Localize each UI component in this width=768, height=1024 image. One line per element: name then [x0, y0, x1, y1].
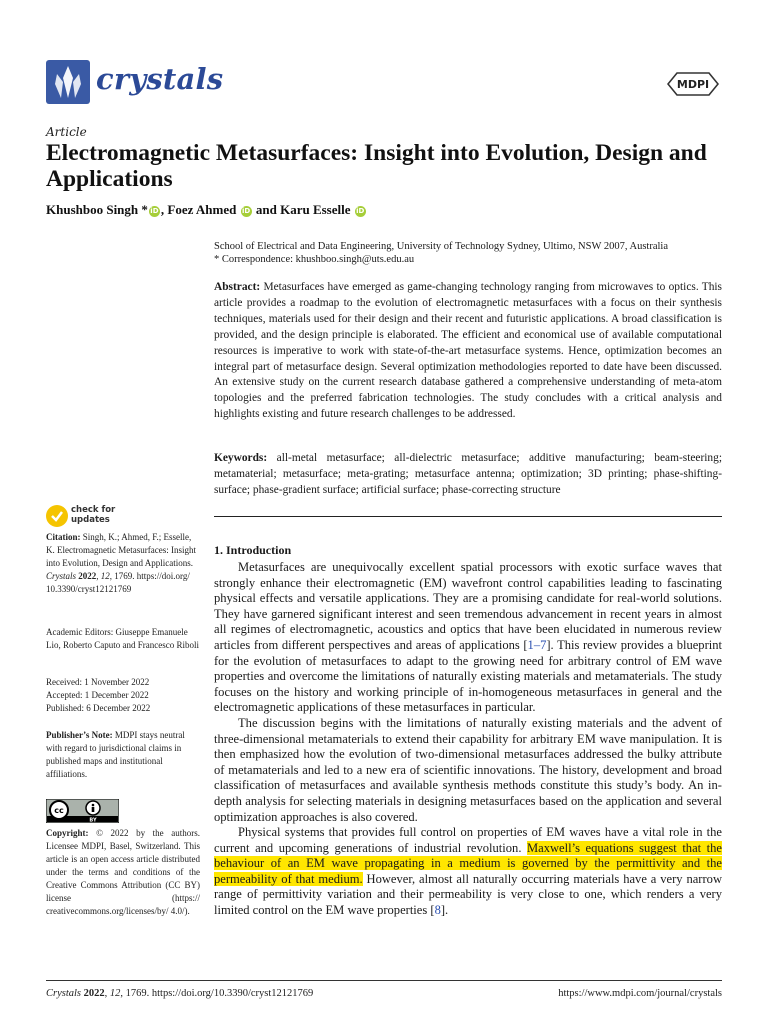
- orcid-icon[interactable]: iD: [242, 207, 251, 215]
- author-3[interactable]: and Karu Esselle: [252, 202, 351, 217]
- dates: Received: 1 November 2022 Accepted: 1 December 2022 Published: 6 December 2022: [46, 677, 151, 713]
- svg-text:cc: cc: [54, 806, 64, 815]
- orcid-icon[interactable]: iD: [150, 207, 159, 215]
- publisher-note: Publisher’s Note: MDPI stays neutral with regard to jurisdictional claims in published maps and institutional affiliations.: [46, 730, 185, 779]
- footer-citation: Crystals 2022, 12, 1769. https://doi.org/10.3390/cryst12121769: [46, 988, 314, 999]
- footer-journal-url[interactable]: https://www.mdpi.com/journal/crystals: [558, 988, 722, 999]
- citation: Citation: Singh, K.; Ahmed, F.; Esselle, K. Electromagnetic Metasurfaces: Insight into Evolution, Design and Applications. Crystals 2022, 12, 1769. https://doi.org/ 10.3390/cryst12121769: [46, 532, 196, 594]
- body-text: [214, 560, 722, 919]
- affiliation: [214, 240, 722, 266]
- paragraph: Physical systems that provides full control on properties of EM waves have a vital role in the current and upcoming generations of industrial revolution. Maxwell’s equations suggest that the behaviour of an EM wave propagating in a medium is governed by the permittivity and the permeability of that medium. However, almost all naturally occurring materials have a very narrow range of permittivity variation and their permeability is very close to one, which renders a very limited control on the EM wave properties [8].: [214, 825, 723, 918]
- journal-name: crystals: [96, 62, 224, 96]
- abstract-label: Abstract:: [214, 281, 261, 293]
- divider: [214, 516, 722, 517]
- check-for-updates-label[interactable]: check for updates: [71, 505, 116, 525]
- cc-by-license-icon[interactable]: [46, 799, 119, 823]
- copyright: Copyright: © 2022 by the authors. Licensee MDPI, Basel, Switzerland. This article is an open access article distributed under the terms and conditions of the Creative Commons Attribution (CC BY) license (https:// creativecommons.org/licenses/by/ 4.0/).: [46, 828, 200, 916]
- publisher-name: MDPI: [676, 78, 710, 91]
- affiliation-line: School of Electrical and Data Engineering, University of Technology Sydney, Ultimo, NSW 2007, Australia: [214, 241, 668, 252]
- paragraph: Metasurfaces are unequivocally excellent spatial processors with exotic surface waves that strongly enhance their electromagnetic (EM) wavefront control capabilities leading to fascinating physical effects and versatile applications. They are a promising candidate for real-world solutions. They have garnered significant interest and seen tremendous advancement in recent years in almost all regimes of electromagnetic, acoustics and optics that have been elucidated in numerous review articles from different perspectives and areas of applications [1–7]. This review provides a blueprint for the evolution of metasurfaces to adapt to the growing need for arbitrary control of EM wave properties and overcome the limitations of naturally existing materials and metamaterials. The study focuses on the history and working principle of in-homogeneous metasurfaces in general and the electromagnetic applications of these metasurfaces in particular.: [214, 560, 722, 715]
- author-2[interactable]: , Foez Ahmed: [160, 202, 237, 217]
- svg-text:BY: BY: [89, 817, 97, 823]
- abstract-text: Metasurfaces have emerged as game-changing technology ranging from microwaves to optics. This article provides a roadmap to the evolution of electromagnetic metasurfaces with a focus on their synthesis techniques, materials used for their design and their recent and futuristic applications. A broad classification is provided, and the design principle is elaborated. The efficient and economical use of available computational resources is imperative to work with state-of-the-art metasurface systems. Hence, optimization becomes an integral part of metasurface design. Several optimization methodologies reported to date have been discussed. An extensive study on the current research database gathered a comprehensive understanding of meta-atom topologies and the preferred fabrication technologies. The study concludes with a critical analysis and highlights existing and future research challenges to be addressed.: [214, 281, 722, 421]
- orcid-icon[interactable]: iD: [356, 207, 365, 215]
- journal-logo: [46, 60, 90, 104]
- article-type: Article: [46, 125, 87, 139]
- check-for-updates-icon[interactable]: [46, 505, 68, 527]
- abstract: [214, 280, 722, 423]
- publisher-logo: [667, 72, 719, 96]
- citation-link[interactable]: 1–7: [527, 637, 547, 652]
- keywords-text: all-metal metasurface; all-dielectric metasurface; additive manufacturing; beam-steering; metamaterial; metasurface; meta-grating; metasurface antenna; optimization; 3D printing; phase-shifting-surface; phase-gradient surface; artificial surface; phase-correcting structure: [214, 452, 722, 496]
- footer-divider: [46, 980, 722, 981]
- section-heading: 1. Introduction: [214, 543, 292, 557]
- citation-link[interactable]: 8: [434, 903, 441, 918]
- keywords-label: Keywords:: [214, 452, 268, 464]
- paragraph: The discussion begins with the limitations of naturally existing materials and the advent of three-dimensional metamaterials to extend their capability for arbitrary EM wave manipulation. It is then emphasized how the evolution of two-dimensional metasurfaces addressed the bulky attribute of metamaterials and led to a new era of scientific innovations. The history, development and broad classification of metasurfaces and available synthesis methods constitute this study’s body. An in-depth analysis for selecting materials in designing metasurfaces based on the application and several optimization approaches is also covered.: [214, 715, 722, 824]
- author-list: [46, 202, 367, 218]
- academic-editors: Academic Editors: Giuseppe Emanuele Lio, Roberto Caputo and Francesco Riboli: [46, 627, 199, 650]
- keywords: [214, 451, 722, 499]
- author-1[interactable]: Khushboo Singh *: [46, 202, 148, 217]
- paper-title: Electromagnetic Metasurfaces: Insight into Evolution, Design and Applications: [46, 140, 707, 192]
- correspondence: * Correspondence: khushboo.singh@uts.edu.au: [214, 254, 415, 265]
- highlighted-text: Maxwell’s equations suggest that the behaviour of an EM wave propagating in a medium is governed by the permittivity and the permeability of that medium.: [214, 840, 722, 886]
